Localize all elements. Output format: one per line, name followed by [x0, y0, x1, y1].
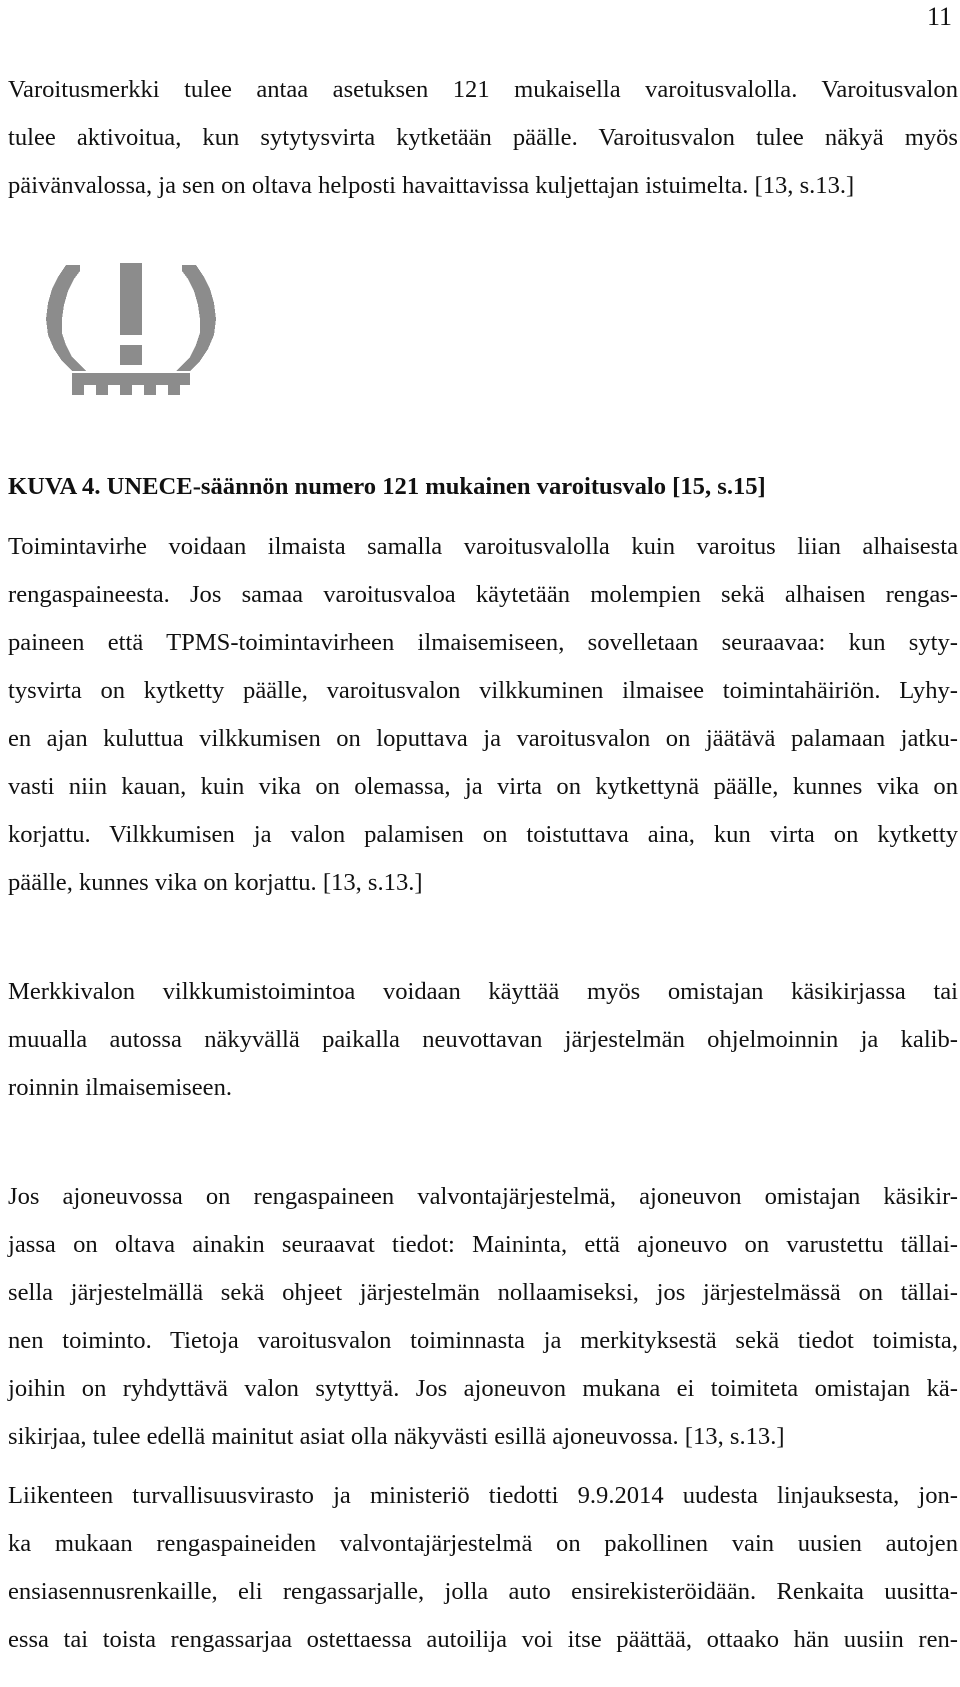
text-line: rengaspaineesta. Jos samaa varoitusvaloa käytetään molempien sekä alhaisen rengas-: [8, 581, 958, 608]
text-line: Liikenteen turvallisuusvirasto ja ministeriö tiedotti 9.9.2014 uudesta linjauksesta, jon-: [8, 1482, 958, 1509]
text-line: en ajan kuluttua vilkkumisen on loputtava ja varoitusvalon on jäätävä palamaan jatku-: [8, 725, 958, 752]
paragraph-regulation-update: [8, 1472, 958, 1664]
paragraph-owner-manual: [8, 1173, 958, 1461]
figure-caption: KUVA 4. UNECE-säännön numero 121 mukainen varoitusvalo [15, s.15]: [8, 473, 766, 500]
text-line: Toimintavirhe voidaan ilmaista samalla varoitusvalolla kuin varoitus liian alhaisesta: [8, 533, 958, 560]
text-line: korjattu. Vilkkumisen ja valon palamisen on toistuttava aina, kun virta on kytketty: [8, 821, 958, 848]
text-line: sella järjestelmällä sekä ohjeet järjestelmän nollaamiseksi, jos järjestelmässä on tällai-: [8, 1279, 958, 1306]
text-line: joihin on ryhdyttävä valon sytyttyä. Jos ajoneuvon mukana ei toimiteta omistajan kä-: [8, 1375, 958, 1402]
paragraph-malfunction: [8, 523, 958, 907]
text-line: nen toiminto. Tietoja varoitusvalon toiminnasta ja merkityksestä sekä tiedot toimista,: [8, 1327, 958, 1354]
text-line: tysvirta on kytketty päälle, varoitusvalon vilkkuminen ilmaisee toimintahäiriön. Lyhy-: [8, 677, 958, 704]
tire-pressure-warning-icon: [36, 255, 226, 405]
text-line: Varoitusmerkki tulee antaa asetuksen 121 mukaisella varoitusvalolla. Varoitusvalon: [8, 76, 958, 103]
text-line: jassa on oltava ainakin seuraavat tiedot: Maininta, että ajoneuvo on varustettu tällai-: [8, 1231, 958, 1258]
text-line: paineen että TPMS-toimintavirheen ilmaisemiseen, sovelletaan seuraavaa: kun syty-: [8, 629, 958, 656]
text-line: roinnin ilmaisemiseen.: [8, 1074, 233, 1101]
text-line: Merkkivalon vilkkumistoimintoa voidaan käyttää myös omistajan käsikirjassa tai: [8, 978, 958, 1005]
text-line: Jos ajoneuvossa on rengaspaineen valvontajärjestelmä, ajoneuvon omistajan käsikir-: [8, 1183, 958, 1210]
text-line: ka mukaan rengaspaineiden valvontajärjestelmä on pakollinen vain uusien autojen: [8, 1530, 958, 1557]
page-number: 11: [926, 2, 952, 31]
text-line: vasti niin kauan, kuin vika on olemassa, ja virta on kytkettynä päälle, kunnes vika on: [8, 773, 958, 800]
text-line: tulee aktivoitua, kun sytytysvirta kytketään päälle. Varoitusvalon tulee näkyä myös: [8, 124, 958, 151]
paragraph-programming: [8, 968, 958, 1112]
text-line: ensiasennusrenkaille, eli rengassarjalle, jolla auto ensirekisteröidään. Renkaita uusitta-: [8, 1578, 958, 1605]
paragraph-warning-sign: [8, 66, 958, 210]
text-line: sikirjaa, tulee edellä mainitut asiat olla näkyvästi esillä ajoneuvossa. [13, s.13.]: [8, 1423, 785, 1450]
text-line: päivänvalossa, ja sen on oltava helposti havaittavissa kuljettajan istuimelta. [13, s.13.]: [8, 172, 855, 199]
text-line: essa tai toista rengassarjaa ostettaessa autoilija voi itse päättää, ottaako hän uusiin ren-: [8, 1626, 958, 1653]
text-line: päälle, kunnes vika on korjattu. [13, s.13.]: [8, 869, 423, 896]
text-line: muualla autossa näkyvällä paikalla neuvottavan järjestelmän ohjelmoinnin ja kalib-: [8, 1026, 958, 1053]
